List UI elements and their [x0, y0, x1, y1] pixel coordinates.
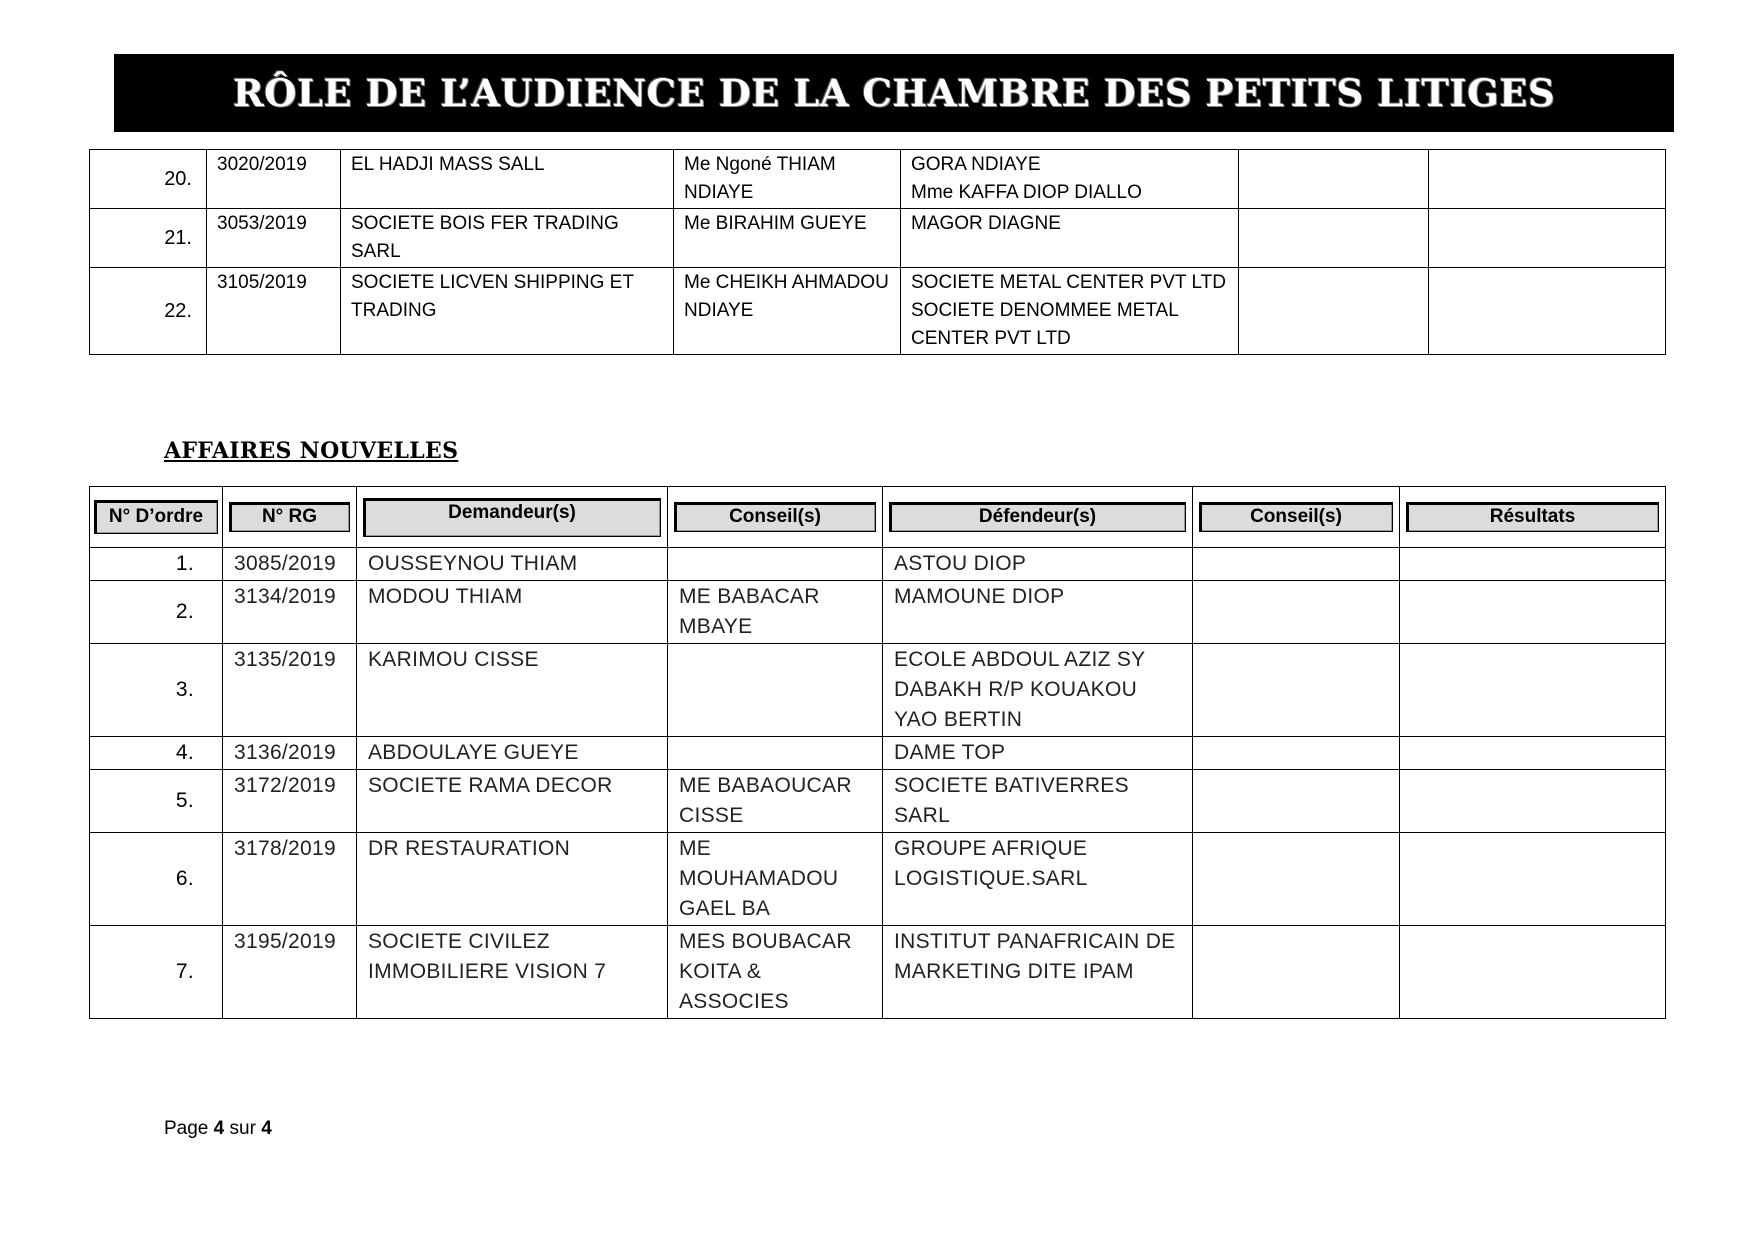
conseil-cell	[668, 737, 883, 770]
page-banner	[114, 54, 1674, 132]
demandeur-cell: OUSSEYNOU THIAM	[357, 548, 668, 581]
ordre-cell: 7.	[90, 926, 223, 1019]
conseil-cell: MES BOUBACAR KOITA & ASSOCIES	[668, 926, 883, 1019]
rg-cell: 3136/2019	[223, 737, 357, 770]
page-label: Page	[164, 1118, 209, 1139]
col-header-conseil: Conseil(s)	[668, 487, 883, 548]
resultats-cell	[1400, 926, 1666, 1019]
defendeur-cell: ECOLE ABDOUL AZIZ SY DABAKH R/P KOUAKOU YAO BERTIN	[883, 644, 1193, 737]
ordre-cell: 4.	[90, 737, 223, 770]
defendeur-cell: MAGOR DIAGNE	[901, 209, 1239, 268]
conseil-cell: Me BIRAHIM GUEYE	[674, 209, 901, 268]
table-row	[90, 926, 1666, 1019]
rg-cell: 3085/2019	[223, 548, 357, 581]
defendeur-cell: INSTITUT PANAFRICAIN DE MARKETING DITE IPAM	[883, 926, 1193, 1019]
page-number: 4	[213, 1118, 225, 1139]
demandeur-cell: ABDOULAYE GUEYE	[357, 737, 668, 770]
conseil-cell	[668, 644, 883, 737]
demandeur-cell: DR RESTAURATION	[357, 833, 668, 926]
ordre-cell: 1.	[90, 548, 223, 581]
conseil2-cell	[1193, 926, 1400, 1019]
resultats-cell	[1400, 737, 1666, 770]
conseil-cell: ME MOUHAMADOU GAEL BA	[668, 833, 883, 926]
col-header-demandeur: Demandeur(s)	[357, 487, 668, 548]
conseil-cell: Me Ngoné THIAM NDIAYE	[674, 150, 901, 209]
table-row	[90, 770, 1666, 833]
ordre-cell: 22.	[90, 268, 207, 355]
table-header-row	[90, 487, 1666, 548]
rg-cell: 3105/2019	[207, 268, 341, 355]
ordre-cell: 6.	[90, 833, 223, 926]
demandeur-cell: SOCIETE BOIS FER TRADING SARL	[341, 209, 674, 268]
demandeur-cell: EL HADJI MASS SALL	[341, 150, 674, 209]
ordre-cell: 21.	[90, 209, 207, 268]
conseil2-cell	[1193, 581, 1400, 644]
defendeur-cell: GROUPE AFRIQUE LOGISTIQUE.SARL	[883, 833, 1193, 926]
defendeur-cell: SOCIETE BATIVERRES SARL	[883, 770, 1193, 833]
defendeur-cell: MAMOUNE DIOP	[883, 581, 1193, 644]
conseil-cell	[668, 548, 883, 581]
defendeur-cell: SOCIETE METAL CENTER PVT LTD SOCIETE DENOMMEE METAL CENTER PVT LTD	[901, 268, 1239, 355]
conseil2-cell	[1239, 268, 1429, 355]
demandeur-cell: SOCIETE RAMA DECOR	[357, 770, 668, 833]
table-row	[90, 737, 1666, 770]
table-row	[90, 268, 1666, 355]
demandeur-cell: KARIMOU CISSE	[357, 644, 668, 737]
demandeur-cell: SOCIETE LICVEN SHIPPING ET TRADING	[341, 268, 674, 355]
resultats-cell	[1400, 581, 1666, 644]
table-row	[90, 209, 1666, 268]
conseil2-cell	[1193, 548, 1400, 581]
ordre-cell: 3.	[90, 644, 223, 737]
demandeur-cell: SOCIETE CIVILEZ IMMOBILIERE VISION 7	[357, 926, 668, 1019]
new-cases-table	[89, 486, 1666, 1019]
resultats-cell	[1400, 770, 1666, 833]
conseil-cell: ME BABAOUCAR CISSE	[668, 770, 883, 833]
conseil2-cell	[1193, 737, 1400, 770]
col-header-rg: N° RG	[223, 487, 357, 548]
rg-cell: 3178/2019	[223, 833, 357, 926]
rg-cell: 3195/2019	[223, 926, 357, 1019]
rg-cell: 3172/2019	[223, 770, 357, 833]
defendeur-cell: ASTOU DIOP	[883, 548, 1193, 581]
resultats-cell	[1429, 268, 1666, 355]
conseil-cell: Me CHEIKH AHMADOU NDIAYE	[674, 268, 901, 355]
table-row	[90, 548, 1666, 581]
conseil2-cell	[1193, 833, 1400, 926]
resultats-cell	[1400, 644, 1666, 737]
rg-cell: 3053/2019	[207, 209, 341, 268]
col-header-defendeur: Défendeur(s)	[883, 487, 1193, 548]
section-title: AFFAIRES NOUVELLES	[164, 438, 459, 464]
page-title: RÔLE DE L’AUDIENCE DE LA CHAMBRE DES PETITS LITIGES	[232, 71, 1556, 115]
page-footer	[164, 1118, 272, 1140]
col-header-resultats: Résultats	[1400, 487, 1666, 548]
resultats-cell	[1429, 150, 1666, 209]
previous-cases-table	[89, 149, 1666, 355]
sur-label: sur	[229, 1118, 256, 1139]
demandeur-cell: MODOU THIAM	[357, 581, 668, 644]
resultats-cell	[1400, 548, 1666, 581]
col-header-ordre: N° D’ordre	[90, 487, 223, 548]
conseil-cell: ME BABACAR MBAYE	[668, 581, 883, 644]
ordre-cell: 5.	[90, 770, 223, 833]
rg-cell: 3020/2019	[207, 150, 341, 209]
rg-cell: 3135/2019	[223, 644, 357, 737]
conseil2-cell	[1239, 209, 1429, 268]
table-row	[90, 644, 1666, 737]
rg-cell: 3134/2019	[223, 581, 357, 644]
table-row	[90, 833, 1666, 926]
ordre-cell: 20.	[90, 150, 207, 209]
table-row	[90, 581, 1666, 644]
defendeur-cell: DAME TOP	[883, 737, 1193, 770]
page-total: 4	[261, 1118, 272, 1139]
ordre-cell: 2.	[90, 581, 223, 644]
conseil2-cell	[1193, 770, 1400, 833]
resultats-cell	[1429, 209, 1666, 268]
conseil2-cell	[1193, 644, 1400, 737]
table-row	[90, 150, 1666, 209]
col-header-conseil2: Conseil(s)	[1193, 487, 1400, 548]
resultats-cell	[1400, 833, 1666, 926]
defendeur-cell: GORA NDIAYE Mme KAFFA DIOP DIALLO	[901, 150, 1239, 209]
conseil2-cell	[1239, 150, 1429, 209]
